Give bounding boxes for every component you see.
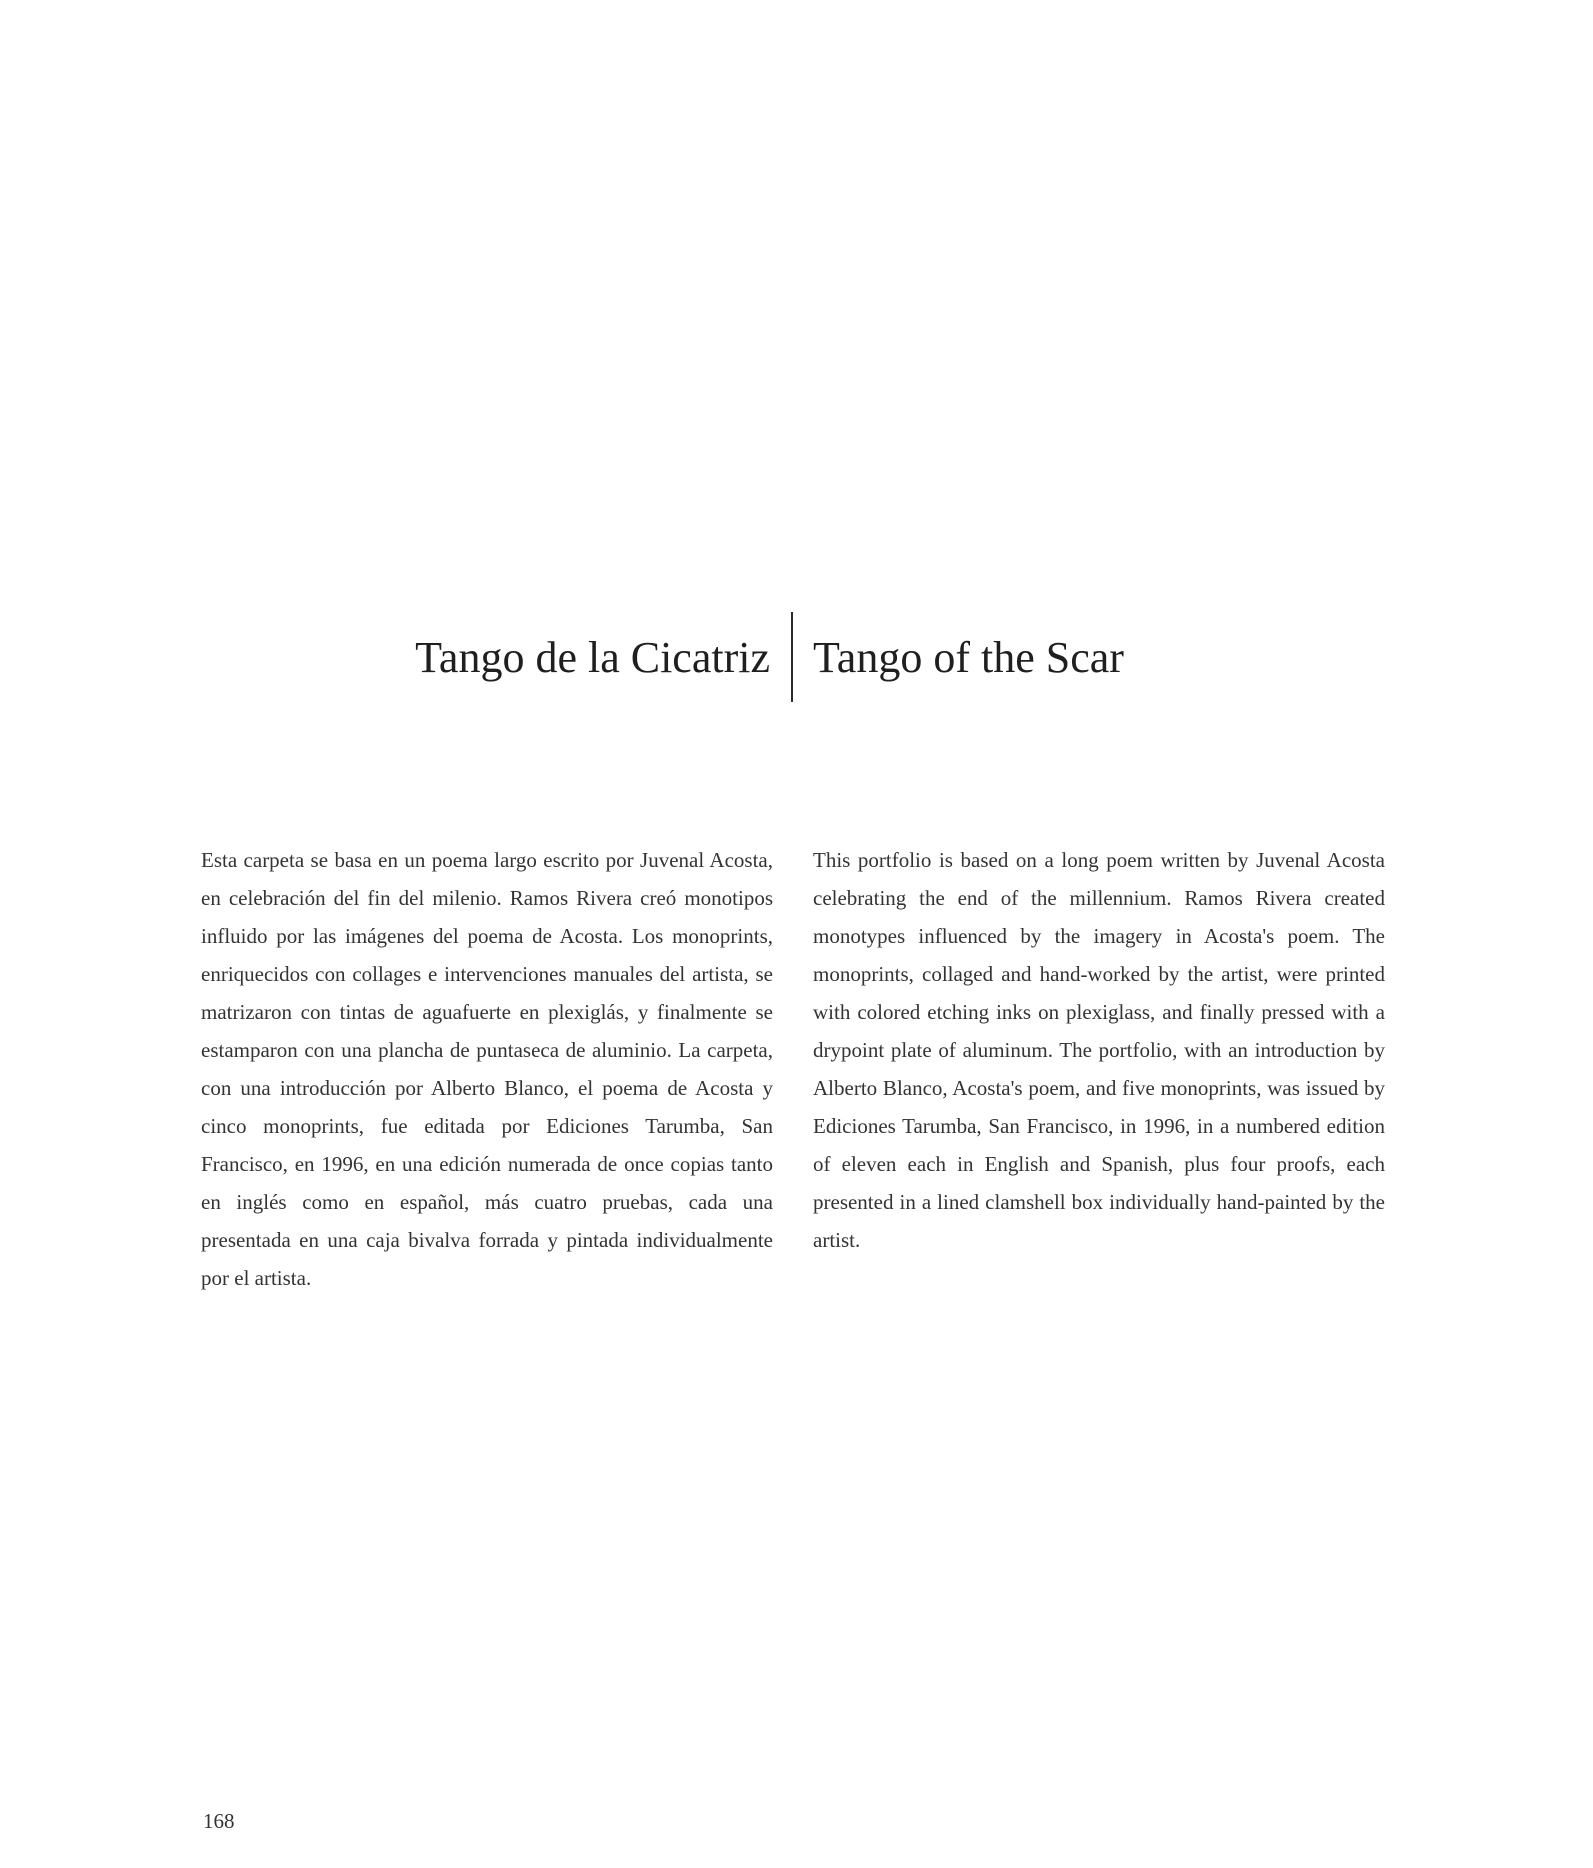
body-text-english: This portfolio is based on a long poem written by Juvenal Acosta celebrating the end of the millennium. Ramos Rivera created monotypes influenced by the imagery in Acosta's poem. The monoprints, collaged and hand-worked by the artist, were printed with colored etching inks on plexiglass, and finally pressed with a drypoint plate of aluminum. The portfolio, with an introduction by Alberto Blanco, Acosta's poem, and five monoprints, was issued by Ediciones Tarumba, San Francisco, in 1996, in a numbered edition of eleven each in English and Spanish, plus four proofs, each presented in a lined clamshell box individually hand-painted by the artist.: [813, 848, 1385, 1252]
title-divider: [791, 612, 793, 702]
title-spanish: Tango de la Cicatriz: [415, 633, 770, 682]
page-number: 168: [203, 1809, 235, 1833]
body-text-spanish: Esta carpeta se basa en un poema largo escrito por Juvenal Acosta, en celebración del fin del milenio. Ramos Rivera creó monotipos influido por las imágenes del poema de Acosta. Los monoprints, enriquecidos con collages e intervenciones manuales del artista, se matrizaron con tintas de aguafuerte en plexiglás, y finalmente se estamparon con una plancha de puntaseca de aluminio. La carpeta, con una introducción por Alberto Blanco, el poema de Acosta y cinco monoprints, fue editada por Ediciones Tarumba, San Francisco, en 1996, en una edición numerada de once copias tanto en inglés como en español, más cuatro pruebas, cada una presentada en una caja bivalva forrada y pintada individualmente por el artista.: [201, 848, 773, 1290]
title-english: Tango of the Scar: [813, 633, 1124, 682]
